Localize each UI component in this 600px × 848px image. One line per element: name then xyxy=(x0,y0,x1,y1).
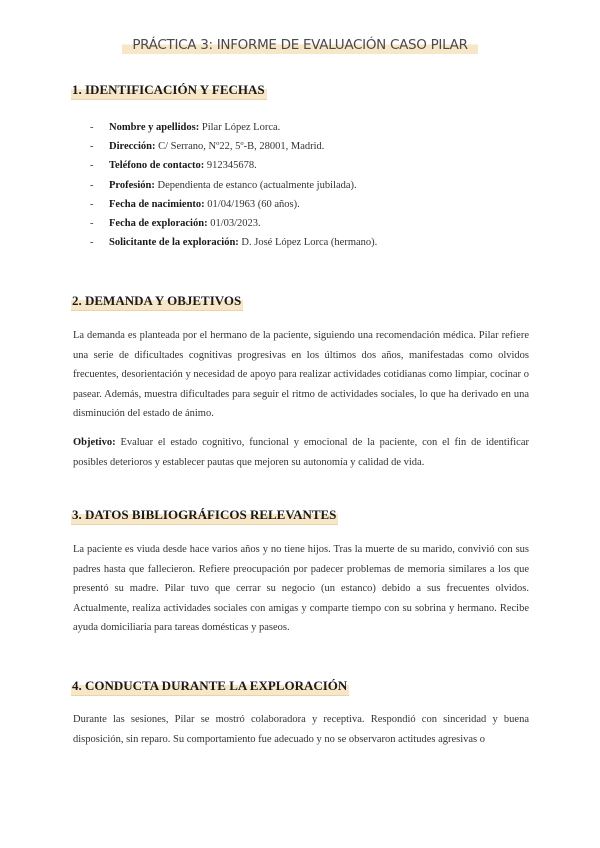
item-label: Profesión: xyxy=(109,179,155,191)
list-item-profesion xyxy=(90,176,377,195)
section-heading-datos xyxy=(71,507,338,525)
list-item-exploracion xyxy=(90,214,377,233)
item-value: D. José López Lorca (hermano). xyxy=(238,237,378,249)
item-label: Solicitante de la exploración: xyxy=(109,237,239,249)
bullet-dash: - xyxy=(90,122,94,133)
list-item-solicitante xyxy=(90,233,377,252)
item-label: Nombre y apellidos: xyxy=(109,122,200,133)
bullet-dash: - xyxy=(90,160,94,172)
bullet-dash: - xyxy=(90,141,94,153)
bullet-dash: - xyxy=(90,198,94,210)
objetivo-label: Objetivo: xyxy=(73,437,116,448)
item-value: C/ Serrano, Nº22, 5º-B, 28001, Madrid. xyxy=(155,141,325,153)
list-item-telefono xyxy=(90,156,377,175)
list-item-nacimiento xyxy=(90,195,377,214)
document-title-text: PRÁCTICA 3: INFORME DE EVALUACIÓN CASO PILAR xyxy=(122,36,477,55)
bullet-dash: - xyxy=(90,218,94,230)
section-number: 2. xyxy=(72,293,82,308)
item-value: 912345678. xyxy=(204,160,257,172)
section-number: 3. xyxy=(72,507,82,522)
item-label: Fecha de exploración: xyxy=(109,218,208,230)
section-title: CONDUCTA DURANTE LA EXPLORACIÓN xyxy=(85,678,348,693)
bullet-dash: - xyxy=(90,179,94,191)
section-title: DEMANDA Y OBJETIVOS xyxy=(85,293,242,308)
item-value: 01/03/2023. xyxy=(207,218,261,230)
section-title: IDENTIFICACIÓN Y FECHAS xyxy=(85,82,265,97)
objetivo-paragraph xyxy=(73,433,529,472)
list-item-direccion xyxy=(90,137,377,156)
section-heading-demanda xyxy=(71,293,243,311)
section-title: DATOS BIBLIOGRÁFICOS RELEVANTES xyxy=(85,507,337,522)
section-heading-identificacion xyxy=(71,82,267,100)
list-item-nombre xyxy=(90,118,377,137)
document-title xyxy=(0,36,600,55)
section-heading-conducta xyxy=(71,678,349,696)
item-label: Dirección: xyxy=(109,141,156,153)
conducta-paragraph: Durante las sesiones, Pilar se mostró colaboradora y receptiva. Respondió con sinceridad y buena disposición, sin reparo. Su comportamiento fue adecuado y no se observaron actitudes agresivas o xyxy=(73,714,529,745)
item-label: Fecha de nacimiento: xyxy=(109,198,205,210)
demanda-paragraph: La demanda es planteada por el hermano de la paciente, siguiendo una recomendación médica. Pilar refiere una serie de dificultades cognitivas progresivas en los últimos dos años, manifestadas como olvidos frecuentes, desorientación y necesidad de apoyo para realizar actividades cotidianas como limpiar, cocinar o pasear. Además, muestra dificultades para seguir el ritmo de actividades sociales, lo que ha derivado en una disminución del estado de ánimo. xyxy=(73,330,529,419)
section-number: 4. xyxy=(72,678,82,693)
objetivo-text: Evaluar el estado cognitivo, funcional y emocional de la paciente, con el fin de identificar posibles deterioros y establecer pautas que mejoren su autonomía y calidad de vida. xyxy=(73,437,529,468)
item-value: Pilar López Lorca. xyxy=(199,122,281,133)
bullet-dash: - xyxy=(90,237,94,249)
identification-list xyxy=(90,118,377,252)
section-number: 1. xyxy=(72,82,82,97)
item-value: 01/04/1963 (60 años). xyxy=(204,198,300,210)
datos-paragraph: La paciente es viuda desde hace varios años y no tiene hijos. Tras la muerte de su marido, convivió con sus padres hasta que fallecieron. Refiere preocupación por padecer problemas de memoria similares a los que presentó su madre. Pilar tuvo que cerrar su negocio (un estanco) debido a sus frecuentes olvidos. Actualmente, realiza actividades sociales con amigas y comparte tiempo con su sobrina y hermano. Recibe ayuda domiciliaria para tareas domésticas y paseos. xyxy=(73,544,529,633)
item-value: Dependienta de estanco (actualmente jubilada). xyxy=(154,179,357,191)
item-label: Teléfono de contacto: xyxy=(109,160,205,172)
